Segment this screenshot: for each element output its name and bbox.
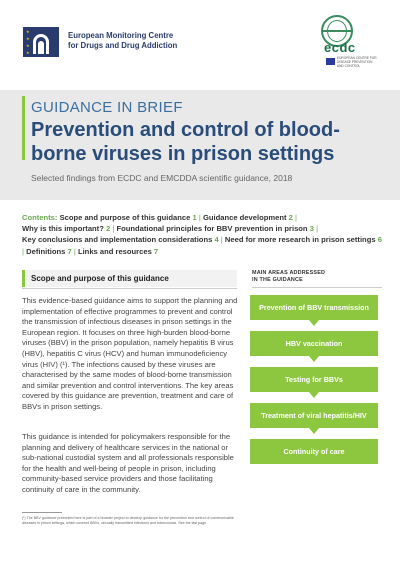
toc-item[interactable]: Links and resources 7 — [77, 246, 159, 256]
emcdda-logo-icon: ★ ★ ★ ★ — [23, 27, 59, 57]
area-box: HBV vaccination — [250, 331, 378, 356]
ecdc-sub-line3: AND CONTROL — [337, 63, 361, 68]
table-of-contents: Contents: Scope and purpose of this guidance 1 | Guidance development 2 | Why is this important? 2 | Foundational principles for BBV prevention in prison 3 | Key conclusions and implementation considerations 4 | Need for more research in prison settings 6 | Definitions 7 | Links and resources 7 — [22, 213, 382, 256]
footnote-divider — [22, 512, 62, 513]
sidebar-heading — [252, 270, 382, 284]
toc-item[interactable]: Key conclusions and implementation considerations 4 — [22, 235, 219, 245]
sidebar-divider — [252, 287, 382, 288]
ecdc-logo-text: ecdc — [324, 40, 356, 55]
toc-item[interactable]: Foundational principles for BBV prevention in prison 3 — [116, 224, 314, 234]
eu-flag-icon — [326, 58, 335, 65]
area-box: Continuity of care — [250, 439, 378, 464]
body-paragraph-2: This guidance is intended for policymakers responsible for the planning and delivery of healthcare services in the national or sub-national custodial system and all professionals responsible for the health and well-being of people in prison, including community-based service providers and those facilitating continuity of care in the community. — [22, 432, 234, 494]
ecdc-sub-line2: DISEASE PREVENTION — [337, 59, 373, 64]
section-divider — [22, 288, 237, 289]
page-title: Prevention and control of blood-borne viruses in prison settings — [31, 119, 340, 165]
page-subtitle: Selected findings from ECDC and EMCDDA scientific guidance, 2018 — [31, 173, 293, 183]
area-box: Prevention of BBV transmission — [250, 295, 378, 320]
body-paragraph-1: This evidence-based guidance aims to support the planning and implementation of effective programmes to prevent and control the transmission of infectious diseases in prison settings in the European region. It focuses on three high-burden blood-borne viruses (BBV) in the prison population, namely hepatitis B virus (HBV), hepatitis C virus (HCV) and human immunodeficiency virus (HIV) (¹). The infections caused by these viruses are characterised by the same modes of blood-borne transmission and similar prevention and control interventions. The key areas covered by this guidance are prevention, treatment and care of BBVs in prison settings. — [22, 296, 238, 411]
page-header — [0, 0, 400, 80]
guidance-areas-flow — [250, 295, 378, 475]
contents-label: Contents: — [22, 213, 58, 222]
toc-item[interactable]: Definitions 7 — [26, 246, 72, 256]
area-box: Testing for BBVs — [250, 367, 378, 392]
toc-item[interactable]: Scope and purpose of this guidance 1 — [59, 213, 197, 222]
sidebar-heading-line2: IN THE GUIDANCE — [252, 277, 303, 283]
ecdc-subtitle — [337, 57, 382, 68]
section-heading: Scope and purpose of this guidance — [22, 270, 237, 287]
toc-item[interactable]: Guidance development 2 — [202, 213, 293, 222]
org-name-line2: for Drugs and Drug Addiction — [68, 41, 178, 50]
toc-item[interactable]: Why is this important? 2 — [22, 224, 111, 234]
ecdc-sub-line1: EUROPEAN CENTRE FOR — [337, 56, 377, 60]
toc-item[interactable]: Need for more research in prison settings 6 — [224, 235, 382, 245]
emcdda-name — [68, 31, 177, 51]
title-accent-bar — [22, 96, 25, 160]
sidebar-heading-line1: MAIN AREAS ADDRESSED — [252, 270, 326, 276]
area-box: Treatment of viral hepatitis/HIV — [250, 403, 378, 428]
footnote: (¹) The BBV guidance presented here is part of a broader project to develop guidance for the prevention and control of communicable diseases in prison settings, which covered BBVs, sexually transmitted infections and tuberculosis. See the last page. — [22, 516, 234, 525]
guidance-kicker: GUIDANCE IN BRIEF — [31, 99, 183, 116]
org-name-line1: European Monitoring Centre — [68, 31, 174, 40]
